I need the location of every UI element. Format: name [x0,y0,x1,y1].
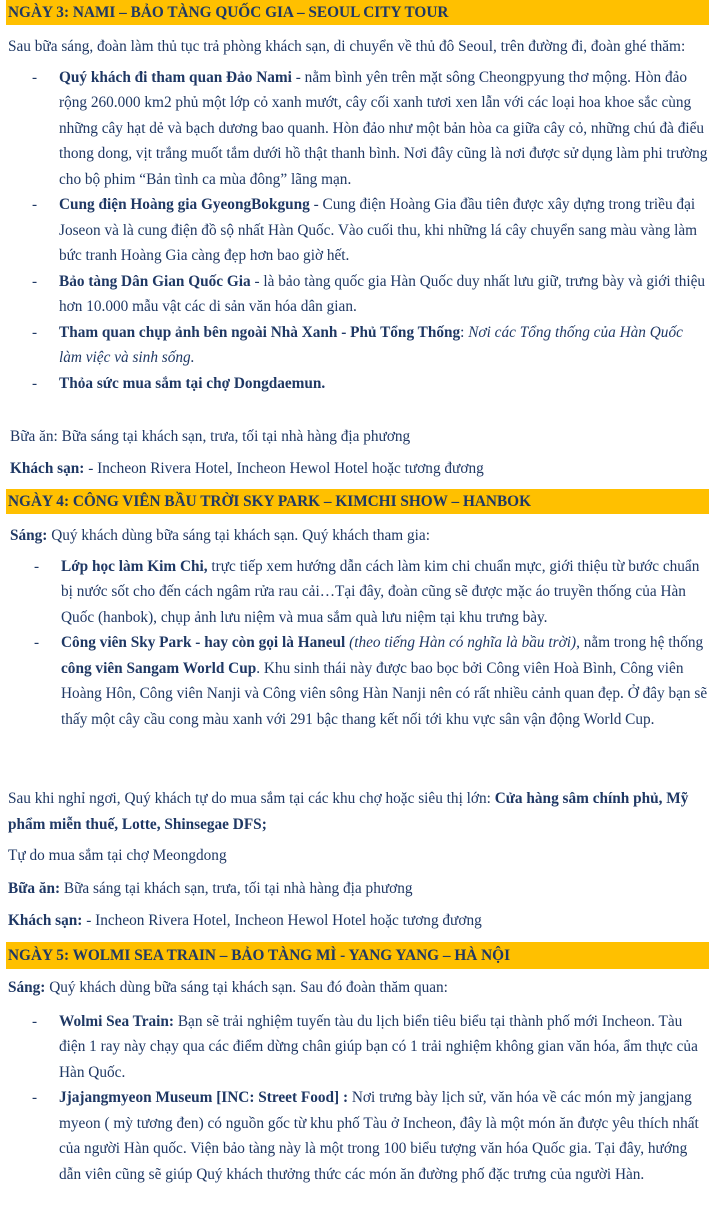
day5-list [8,1009,708,1188]
list-item: - Quý khách đi tham quan Đảo Nami - nằm bình yên trên mặt sông Cheongpyung thơ mộng. Hòn đảo rộng 260.000 km2 phủ một lớp cỏ xanh mướt, cây cối xanh tươi xen lẫn với các loại hoa khoe sắc cùng những cây hạt dẻ và bạch dương bao quanh. Hòn đảo như một bản hòa ca giữa cây cỏ, những chú đà điểu thong dong, vịt trắng muốt tắm dưới hồ thật thanh bình. Nơi đây cũng là nơi được sử dụng làm phi trường cho bộ phim “Bản tình ca mùa đông” lãng mạn. [32,68,708,188]
day3-body [8,34,708,396]
day4-shopping: Sau khi nghỉ ngơi, Quý khách tự do mua sắm tại các khu chợ hoặc siêu thị lớn: Cửa hàng sâm chính phủ, Mỹ phẩm miễn thuế, Lotte, Shinsegae DFS; [8,790,689,833]
list-item: - Cung điện Hoàng gia GyeongBokgung - Cung điện Hoàng Gia đầu tiên được xây dựng trong triều đại Joseon và là cung điện đồ sộ nhất Hàn Quốc. Vào cuối thu, khi những lá cây chuyển sang màu vàng làm bức tranh Hoàng Gia càng đẹp hơn bao giờ hết. [32,196,698,264]
day4-hotel: Khách sạn: - Incheon Rivera Hotel, Incheon Hewol Hotel hoặc tương đương [8,912,482,929]
day5-morning: Sáng: Quý khách dùng bữa sáng tại khách sạn. Sau đó đoàn thăm quan: [8,979,448,996]
day4-morning: Sáng: Quý khách dùng bữa sáng tại khách sạn. Quý khách tham gia: [10,527,430,544]
list-item: - Tham quan chụp ảnh bên ngoài Nhà Xanh - Phủ Tổng Thống: Nơi các Tổng thống của Hàn Quốc làm việc và sinh sống. [32,323,683,366]
day5-body [8,975,708,1187]
list-item: - Bảo tàng Dân Gian Quốc Gia - là bảo tàng quốc gia Hàn Quốc duy nhất lưu giữ, trưng bày và giới thiệu hơn 10.000 mẫu vật các di sản văn hóa dân gian. [32,272,706,315]
day5-header: NGÀY 5: WOLMI SEA TRAIN – BẢO TÀNG MÌ - YANG YANG – HÀ NỘI [6,942,709,969]
day4-header: NGÀY 4: CÔNG VIÊN BẦU TRỜI SKY PARK – KIMCHI SHOW – HANBOK [6,489,709,514]
day4-free-shopping: Tự do mua sắm tại chợ Meongdong [8,847,227,864]
day4-body [10,523,710,732]
day3-list [8,65,708,397]
list-item: - Công viên Sky Park - hay còn gọi là Haneul (theo tiếng Hàn có nghĩa là bầu trời), nằm trong hệ thống công viên Sangam World Cup. Khu sinh thái này được bao bọc bởi Công viên Hoà Bình, Công viên Hoàng Hôn, Công viên Nanji và Công viên sông Hàn Nanji nên có rất nhiều cảnh quan đẹp. Ở đây bạn sẽ thấy một cây cầu cong màu xanh với 291 bậc thang kết nối tới khu vực sân vận động World Cup. [34,634,708,728]
day3-hotel: Khách sạn: - Incheon Rivera Hotel, Incheon Hewol Hotel hoặc tương đương [10,460,484,477]
list-item: - Thỏa sức mua sắm tại chợ Dongdaemun. [32,374,326,392]
list-item: - Lớp học làm Kim Chi, trực tiếp xem hướng dẫn cách làm kim chi chuẩn mực, giới thiệu từ bước chuẩn bị nước sốt cho đến cách ngâm rửa rau cải…Tại đây, đoàn cũng sẽ được mặc áo truyền thống của Hàn Quốc (hanbok), chụp ảnh lưu niệm và mua sắm quà lưu niệm tại khu trưng bày. [34,557,700,626]
day4-meals: Bữa ăn: Bữa sáng tại khách sạn, trưa, tối tại nhà hàng địa phương [8,880,413,897]
list-item: - Wolmi Sea Train: Bạn sẽ trải nghiệm tuyến tàu du lịch biển tiêu biểu tại thành phố mới Incheon. Tàu điện 1 ray này chạy qua các điểm dừng chân giúp bạn có 1 trải nghiệm không gian văn hóa, ẩm thực của Hàn Quốc. [32,1012,698,1081]
list-item: - Jjajangmyeon Museum [INC: Street Food] : Nơi trưng bày lịch sử, văn hóa về các món mỳ jangjang myeon ( mỳ tương đen) có nguồn gốc từ khu phố Tàu ở Incheon, đây là một món ăn được yêu thích nhất của người Hàn quốc. Viện bảo tàng này là một trong 100 biểu tượng văn hóa Quốc gia. Tại đây, hướng dẫn viên cũng sẽ giúp Quý khách thưởng thức các món ăn đường phố đặc trưng của người Hàn. [32,1089,699,1183]
day4-list [10,554,710,733]
day3-header: NGÀY 3: NAMI – BẢO TÀNG QUỐC GIA – SEOUL CITY TOUR [6,0,709,25]
day3-meals: Bữa ăn: Bữa sáng tại khách sạn, trưa, tối tại nhà hàng địa phương [10,428,411,445]
day3-intro: Sau bữa sáng, đoàn làm thủ tục trả phòng khách sạn, di chuyển về thủ đô Seoul, trên đường đi, đoàn ghé thăm: [8,38,686,55]
